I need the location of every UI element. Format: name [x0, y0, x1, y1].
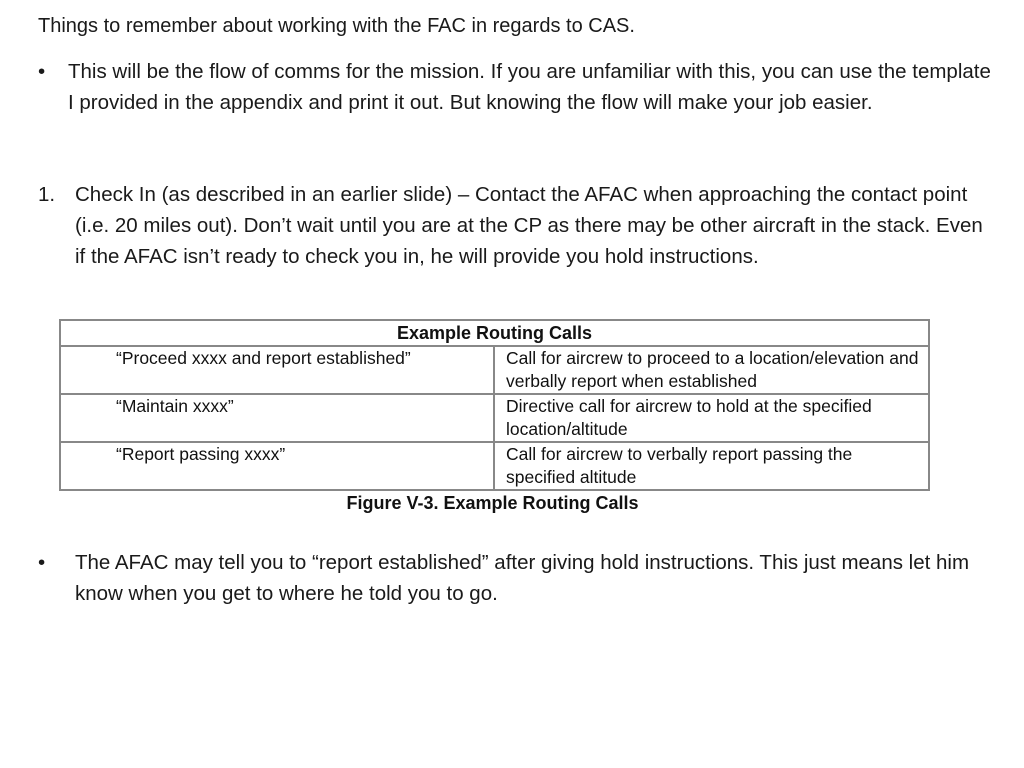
numbered-text: Check In (as described in an earlier slide) – Contact the AFAC when approaching the contact point (i.e. 20 miles out). Don’t wait until you are at the CP as there may be other aircraft in the stack. Even if the AFAC isn’t ready to check you in, he will provide you hold instructions.: [75, 183, 983, 268]
bullet-item: [38, 547, 998, 609]
table-row: [60, 394, 929, 442]
description-text: Call for aircrew to verbally report passing the specified altitude: [506, 444, 853, 487]
bullet-item: [38, 56, 998, 118]
description-text: Directive call for aircrew to hold at the specified location/altitude: [506, 396, 872, 439]
table-title: Example Routing Calls: [60, 320, 929, 346]
routing-calls-table: [59, 319, 930, 491]
figure-caption: Figure V-3. Example Routing Calls: [346, 493, 639, 513]
slide-title: Things to remember about working with the FAC in regards to CAS.: [38, 15, 635, 37]
call-cell: [60, 442, 494, 490]
call-cell: [60, 394, 494, 442]
table-row: [60, 346, 929, 394]
description-cell: [494, 346, 929, 394]
bullet-text: This will be the flow of comms for the mission. If you are unfamiliar with this, you can use the template I provided in the appendix and print it out. But knowing the flow will make your job easier.: [68, 60, 991, 114]
call-cell: [60, 346, 494, 394]
call-text: “Proceed xxxx and report established”: [116, 348, 411, 368]
routing-calls-figure: [59, 319, 930, 515]
number-marker: 1.: [38, 183, 56, 206]
bullet-text: The AFAC may tell you to “report established” after giving hold instructions. This just means let him know when you get to where he told you to go.: [75, 551, 970, 605]
call-text: “Maintain xxxx”: [116, 396, 234, 416]
numbered-item: [38, 179, 998, 272]
bullet-marker: •: [38, 60, 46, 83]
description-cell: [494, 442, 929, 490]
bullet-marker: •: [38, 551, 46, 574]
description-text: Call for aircrew to proceed to a location/elevation and verbally report when established: [506, 348, 919, 391]
description-cell: [494, 394, 929, 442]
table-row: [60, 442, 929, 490]
table-header-row: [60, 320, 929, 346]
call-text: “Report passing xxxx”: [116, 444, 286, 464]
